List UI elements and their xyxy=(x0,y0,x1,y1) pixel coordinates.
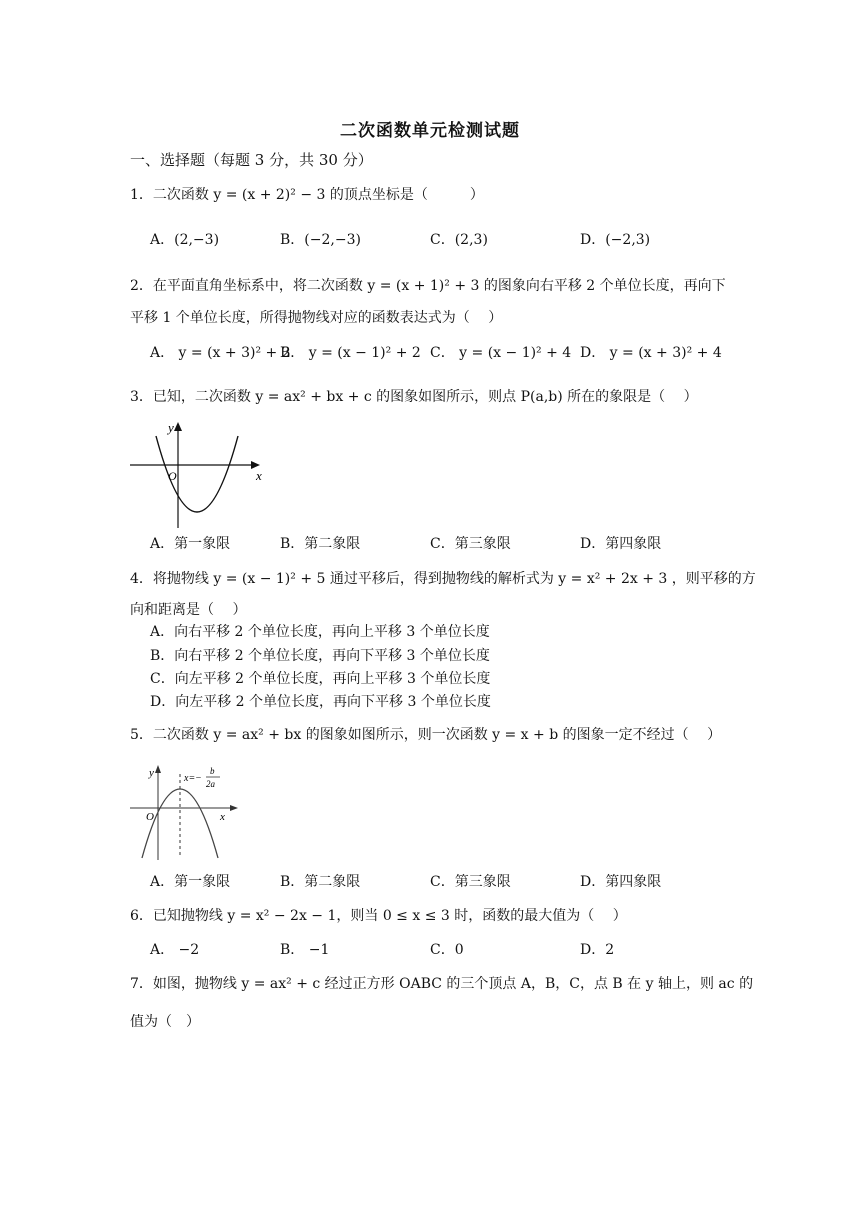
question-3-stem: 3．已知，二次函数 y = ax² + bx + c 的图象如图所示，则点 P(a,b) 所在的象限是（ ） xyxy=(130,389,698,405)
q2-option-d: D． y = (x + 3)² + 4 xyxy=(580,345,722,361)
q3-y-label: y xyxy=(168,420,174,435)
q1-option-d: D．(−2,3) xyxy=(580,232,651,248)
q5-option-d: D．第四象限 xyxy=(580,874,662,890)
question-5-stem: 5．二次函数 y = ax² + bx 的图象如图所示，则一次函数 y = x + b 的图象一定不经过（ ） xyxy=(130,727,722,743)
q5-axis-eq-numerator: b xyxy=(210,766,215,776)
q1-option-c: C．(2,3) xyxy=(430,232,488,248)
q5-parabola-graph xyxy=(126,760,246,862)
q5-origin-label: O xyxy=(146,811,154,823)
q4-option-c: C．向左平移 2 个单位长度，再向上平移 3 个单位长度 xyxy=(150,671,491,687)
q2-option-a: A． y = (x + 3)² + 2 xyxy=(150,345,291,361)
question-1-stem: 1．二次函数 y = (x + 2)² − 3 的顶点坐标是（ ） xyxy=(130,187,484,203)
page-title: 二次函数单元检测试题 xyxy=(340,121,520,141)
question-6-stem: 6．已知抛物线 y = x² − 2x − 1，则当 0 ≤ x ≤ 3 时，函数的最大值为（ ） xyxy=(130,908,627,924)
q2-option-b: B． y = (x − 1)² + 2 xyxy=(280,345,421,361)
q3-option-b: B．第二象限 xyxy=(280,536,361,552)
question-7-stem-line1: 7．如图，抛物线 y = ax² + c 经过正方形 OABC 的三个顶点 A，B，C，点 B 在 y 轴上，则 ac 的 xyxy=(130,976,754,992)
question-4-stem-line1: 4．将抛物线 y = (x − 1)² + 5 通过平移后，得到抛物线的解析式为 y = x² + 2x + 3 ，则平移的方 xyxy=(130,571,756,587)
q5-x-arrow xyxy=(230,805,238,811)
q6-option-d: D．2 xyxy=(580,942,615,958)
section-heading: 一、选择题（每题 3 分，共 30 分） xyxy=(130,151,373,169)
q2-option-c: C． y = (x − 1)² + 4 xyxy=(430,345,572,361)
question-2-stem-line1: 2．在平面直角坐标系中，将二次函数 y = (x + 1)² + 3 的图象向右平移 2 个单位长度，再向下 xyxy=(130,278,726,294)
question-4-stem-line2: 向和距离是（ ） xyxy=(130,602,247,618)
question-7-stem-line2: 值为（ ） xyxy=(130,1014,200,1030)
q5-axis-eq-denominator: 2a xyxy=(206,779,215,789)
q5-option-c: C．第三象限 xyxy=(430,874,511,890)
q5-y-label: y xyxy=(149,767,154,779)
q3-origin-label: O xyxy=(168,469,177,483)
q4-option-d: D．向左平移 2 个单位长度，再向下平移 3 个单位长度 xyxy=(150,694,491,710)
q3-option-d: D．第四象限 xyxy=(580,536,662,552)
q5-option-b: B．第二象限 xyxy=(280,874,361,890)
q3-option-c: C．第三象限 xyxy=(430,536,511,552)
q6-option-b: B． −1 xyxy=(280,942,330,958)
q5-y-arrow xyxy=(155,765,161,773)
q3-parabola-graph xyxy=(126,418,266,530)
q3-x-label: x xyxy=(256,468,262,483)
q3-option-a: A．第一象限 xyxy=(150,536,231,552)
q3-y-arrow xyxy=(174,422,182,431)
q4-option-a: A．向右平移 2 个单位长度，再向上平移 3 个单位长度 xyxy=(150,624,490,640)
q4-option-b: B．向右平移 2 个单位长度，再向下平移 3 个单位长度 xyxy=(150,648,490,664)
q1-option-a: A．(2,−3) xyxy=(150,232,220,248)
question-2-stem-line2: 平移 1 个单位长度，所得抛物线对应的函数表达式为（ ） xyxy=(130,310,503,326)
q5-axis-eq-label: x=− xyxy=(184,773,202,784)
q5-option-a: A．第一象限 xyxy=(150,874,231,890)
q1-option-b: B．(−2,−3) xyxy=(280,232,361,248)
q6-option-c: C．0 xyxy=(430,942,464,958)
q6-option-a: A． −2 xyxy=(150,942,200,958)
q5-x-label: x xyxy=(220,811,225,823)
